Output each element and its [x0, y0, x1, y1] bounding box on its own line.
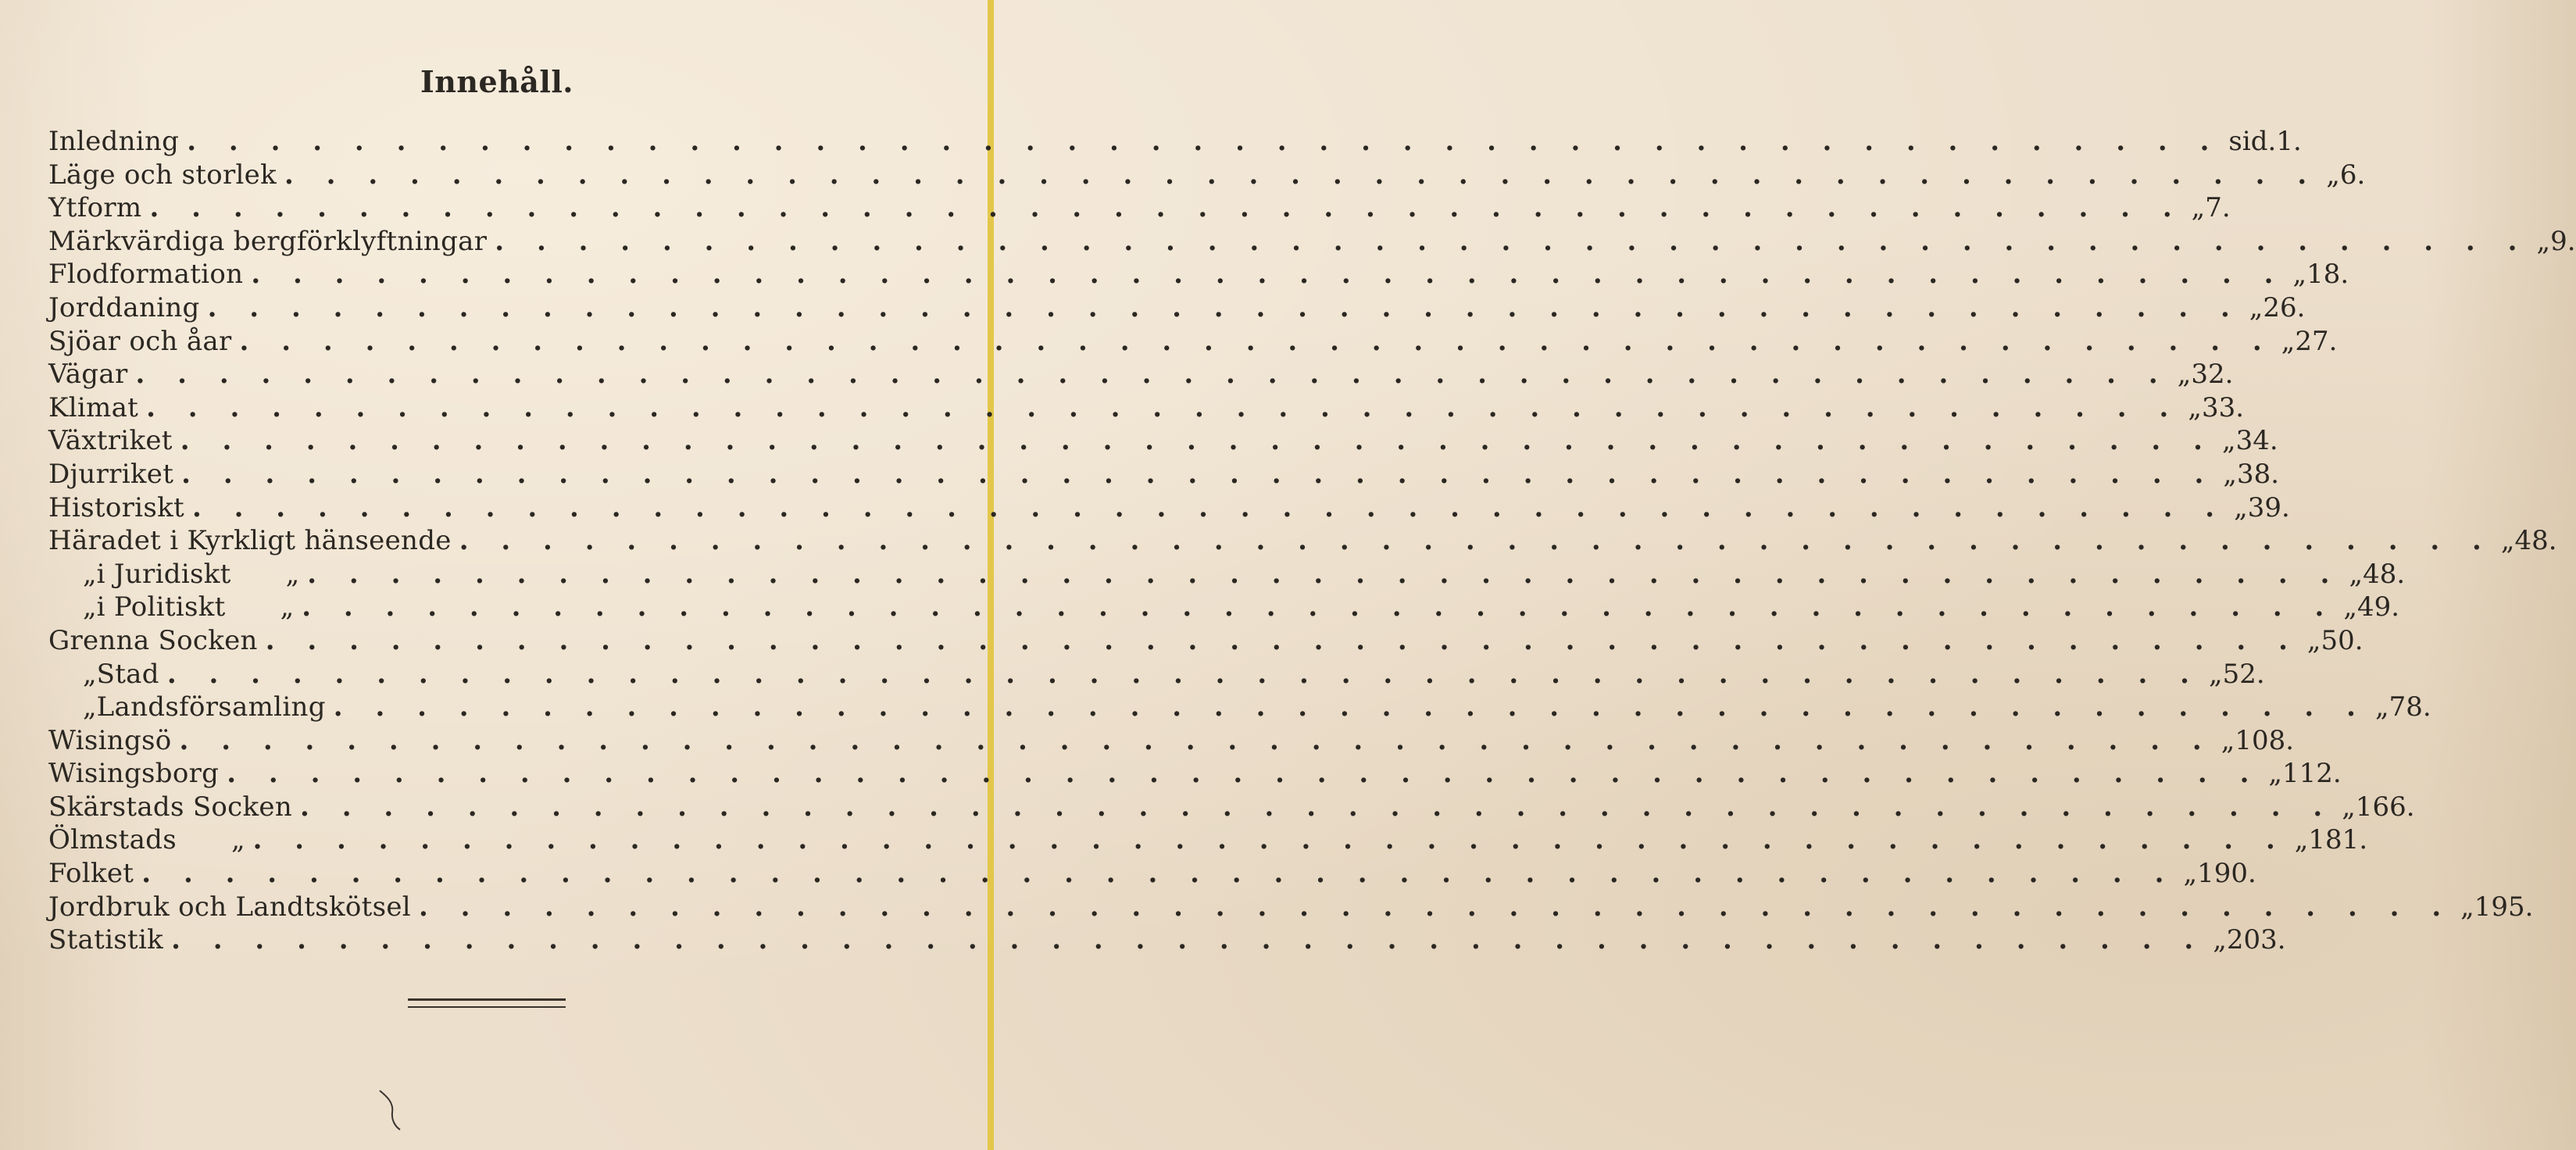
page-number: 33.: [2201, 391, 2245, 423]
table-of-contents: [48, 125, 2576, 957]
entry-label: Märkvärdiga bergförklyftningar: [48, 225, 488, 257]
page-marker: „: [2326, 159, 2340, 191]
dot-leader: . . . . . . . . . . . . . . . . . . . . . . . . . . . . . . . . . . . . . . . . . . . . . . . . .: [418, 891, 2453, 923]
dot-leader: . . . . . . . . . . . . . . . . . . . . . . . . . . . . . . . . . . . . . . . . . . . . . . . . .: [302, 591, 2336, 623]
toc-entry: [48, 125, 2302, 159]
dot-leader: . . . . . . . . . . . . . . . . . . . . . . . . . . . . . . . . . . . . . . . . . . . . . . . . .: [187, 126, 2221, 157]
entry-label: Sjöar och åar: [48, 325, 232, 357]
entry-label: Vägar: [48, 359, 128, 391]
toc-entry: [48, 159, 2366, 192]
toc-entry: [48, 424, 2278, 458]
entry-label: Historiskt: [48, 491, 184, 523]
entry-label: Klimat: [48, 391, 139, 423]
toc-entry: [48, 658, 2265, 691]
dot-leader: . . . . . . . . . . . . . . . . . . . . . . . . . . . . . . . . . . . . . . . . . . . . . . . . .: [265, 624, 2299, 656]
dot-leader: . . . . . . . . . . . . . . . . . . . . . . . . . . . . . . . . . . . . . . . . . . . . . . . . .: [300, 791, 2335, 823]
page-number: 203.: [2226, 924, 2286, 956]
toc-entry: [48, 791, 2415, 824]
toc-entry: [48, 591, 2400, 624]
toc-entry: [48, 558, 2406, 591]
page-marker: „: [2349, 558, 2363, 590]
page-marker: „: [2177, 359, 2192, 391]
toc-entry: [48, 823, 2368, 857]
dot-leader: . . . . . . . . . . . . . . . . . . . . . . . . . . . . . . . . . . . . . . . . . . . . . . . . .: [207, 291, 2242, 323]
page-marker: „: [2209, 658, 2223, 690]
toc-entry: [48, 291, 2306, 325]
ditto-prefix: „: [83, 558, 97, 590]
dot-leader: . . . . . . . . . . . . . . . . . . . . . . . . . . . . . . . . . . . . . . . . . . . . . . . . .: [149, 192, 2184, 224]
dot-leader: . . . . . . . . . . . . . . . . . . . . . . . . . . . . . . . . . . . . . . . . . . . . . . . . .: [166, 658, 2202, 690]
entry-label: Landsförsamling: [96, 691, 326, 723]
entry-label: Ölmstads: [48, 824, 177, 856]
closing-rule: [408, 998, 566, 1001]
entry-label: Läge och storlek: [48, 159, 277, 191]
dot-leader: . . . . . . . . . . . . . . . . . . . . . . . . . . . . . . . . . . . . . . . . . . . . . . . . .: [252, 824, 2287, 856]
page-marker: „: [2221, 425, 2236, 457]
dot-leader: . . . . . . . . . . . . . . . . . . . . . . . . . . . . . . . . . . . . . . . . . . . . . . . . .: [459, 525, 2493, 557]
entry-label: Folket: [48, 858, 134, 890]
page-title: Innehåll.: [420, 64, 574, 99]
page-number: 6.: [2339, 159, 2366, 191]
page-marker: „: [2536, 225, 2551, 257]
toc-entry: [48, 524, 2557, 558]
page-number: 48.: [2363, 558, 2406, 590]
entry-label: Stad: [96, 658, 159, 690]
page-number: 190.: [2197, 858, 2256, 890]
ditto-prefix: „: [83, 591, 97, 623]
page-number: 108.: [2235, 724, 2295, 756]
dot-leader: . . . . . . . . . . . . . . . . . . . . . . . . . . . . . . . . . . . . . . . . . . . . . . . . .: [239, 325, 2274, 357]
page-number: 181.: [2308, 824, 2368, 856]
entry-label: Jorddaning: [48, 291, 200, 323]
toc-entry: [48, 724, 2295, 758]
entry-label: Skärstads Socken: [48, 791, 293, 823]
page-number: 9.: [2550, 225, 2576, 257]
page-number: 48.: [2514, 525, 2557, 557]
page-marker: „: [2183, 858, 2198, 890]
entry-label: Wisingsborg: [48, 758, 220, 790]
page-number: 52.: [2222, 658, 2265, 690]
pencil-mark: [377, 1086, 408, 1133]
page-number: 49.: [2357, 591, 2400, 623]
page-marker: „: [2191, 192, 2206, 224]
page-marker: „: [2249, 291, 2263, 323]
ditto-mid: „: [280, 591, 295, 623]
page-marker: „: [2188, 391, 2202, 423]
page-marker: „: [2343, 591, 2358, 623]
page-number: 78.: [2388, 691, 2431, 723]
ditto-prefix: „: [83, 691, 97, 723]
ditto-mid: „: [230, 824, 245, 856]
entry-label: Häradet i Kyrkligt hänseende: [48, 525, 452, 557]
page-number: 39.: [2247, 491, 2290, 523]
entry-label: Ytform: [48, 192, 142, 224]
toc-entry: [48, 757, 2342, 791]
toc-entry: [48, 891, 2534, 924]
dot-leader: . . . . . . . . . . . . . . . . . . . . . . . . . . . . . . . . . . . . . . . . . . . . . . . . .: [180, 425, 2214, 457]
closing-rule-thin: [408, 1006, 566, 1008]
dot-leader: . . . . . . . . . . . . . . . . . . . . . . . . . . . . . . . . . . . . . . . . . . . . . . . . .: [135, 359, 2170, 391]
dot-leader: . . . . . . . . . . . . . . . . . . . . . . . . . . . . . . . . . . . . . . . . . . . . . . . . .: [333, 691, 2367, 723]
ditto-mid: „: [285, 558, 300, 590]
entry-label: Växtriket: [48, 425, 173, 457]
page-marker: „: [2342, 791, 2356, 823]
dot-leader: . . . . . . . . . . . . . . . . . . . . . . . . . . . . . . . . . . . . . . . . . . . . . . . . .: [179, 724, 2213, 756]
page-marker: „: [2292, 259, 2307, 291]
page-marker: sid.: [2228, 126, 2277, 157]
page-marker: „: [2306, 624, 2321, 656]
page-marker: „: [2460, 891, 2474, 923]
toc-entry: [48, 691, 2431, 724]
page-number: 7.: [2205, 192, 2231, 224]
toc-entry: [48, 191, 2231, 225]
page-marker: „: [2500, 525, 2515, 557]
toc-entry: [48, 923, 2286, 957]
dot-leader: . . . . . . . . . . . . . . . . . . . . . . . . . . . . . . . . . . . . . . . . . . . . . . . . .: [227, 758, 2261, 790]
page-marker: „: [2221, 724, 2235, 756]
page-number: 112.: [2282, 758, 2342, 790]
entry-label: i Politiskt: [96, 591, 226, 623]
entry-label: Grenna Socken: [48, 624, 258, 656]
page-number: 34.: [2235, 425, 2278, 457]
dot-leader: . . . . . . . . . . . . . . . . . . . . . . . . . . . . . . . . . . . . . . . . . . . . . . . . .: [251, 259, 2285, 291]
page-marker: „: [2223, 458, 2237, 490]
page-marker: „: [2374, 691, 2389, 723]
entry-label: Flodformation: [48, 259, 244, 291]
toc-entry: [48, 325, 2338, 359]
page-number: 27.: [2295, 325, 2338, 357]
page-number: 1.: [2276, 126, 2302, 157]
page-marker: „: [2281, 325, 2296, 357]
entry-label: i Juridiskt: [96, 558, 231, 590]
page-number: 38.: [2236, 458, 2280, 490]
toc-entry: [48, 857, 2256, 891]
entry-label: Djurriket: [48, 458, 174, 490]
dot-leader: . . . . . . . . . . . . . . . . . . . . . . . . . . . . . . . . . . . . . . . . . . . . . . . . .: [141, 858, 2176, 890]
dot-leader: . . . . . . . . . . . . . . . . . . . . . . . . . . . . . . . . . . . . . . . . . . . . . . . . .: [191, 491, 2227, 523]
entry-label: Jordbruk och Landtskötsel: [48, 891, 411, 923]
page-number: 50.: [2321, 624, 2363, 656]
dot-leader: . . . . . . . . . . . . . . . . . . . . . . . . . . . . . . . . . . . . . . . . . . . . . . . . .: [284, 159, 2319, 191]
toc-entry: [48, 458, 2280, 491]
toc-entry: [48, 624, 2363, 658]
page-marker: „: [2213, 924, 2227, 956]
page-marker: „: [2268, 758, 2283, 790]
dot-leader: . . . . . . . . . . . . . . . . . . . . . . . . . . . . . . . . . . . . . . . . . . . . . . . . .: [171, 924, 2206, 956]
page-number: 166.: [2355, 791, 2415, 823]
page-number: 32.: [2191, 359, 2234, 391]
entry-label: Statistik: [48, 924, 164, 956]
dot-leader: . . . . . . . . . . . . . . . . . . . . . . . . . . . . . . . . . . . . . . . . . . . . . . . . .: [146, 391, 2181, 423]
ditto-prefix: „: [83, 658, 97, 690]
toc-entry: [48, 491, 2290, 525]
page-marker: „: [2294, 824, 2309, 856]
toc-entry: [48, 358, 2234, 391]
dot-leader: . . . . . . . . . . . . . . . . . . . . . . . . . . . . . . . . . . . . . . . . . . . . . . . . .: [495, 225, 2529, 257]
page-number: 18.: [2306, 259, 2349, 291]
entry-label: Inledning: [48, 126, 180, 157]
page-number: 26.: [2263, 291, 2306, 323]
toc-entry: [48, 391, 2245, 425]
toc-entry: [48, 258, 2349, 291]
toc-entry: [48, 225, 2576, 259]
dot-leader: . . . . . . . . . . . . . . . . . . . . . . . . . . . . . . . . . . . . . . . . . . . . . . . . .: [307, 558, 2342, 590]
entry-label: Wisingsö: [48, 724, 172, 756]
dot-leader: . . . . . . . . . . . . . . . . . . . . . . . . . . . . . . . . . . . . . . . . . . . . . . . . .: [181, 458, 2216, 490]
page-marker: „: [2234, 491, 2248, 523]
page-number: 195.: [2474, 891, 2534, 923]
